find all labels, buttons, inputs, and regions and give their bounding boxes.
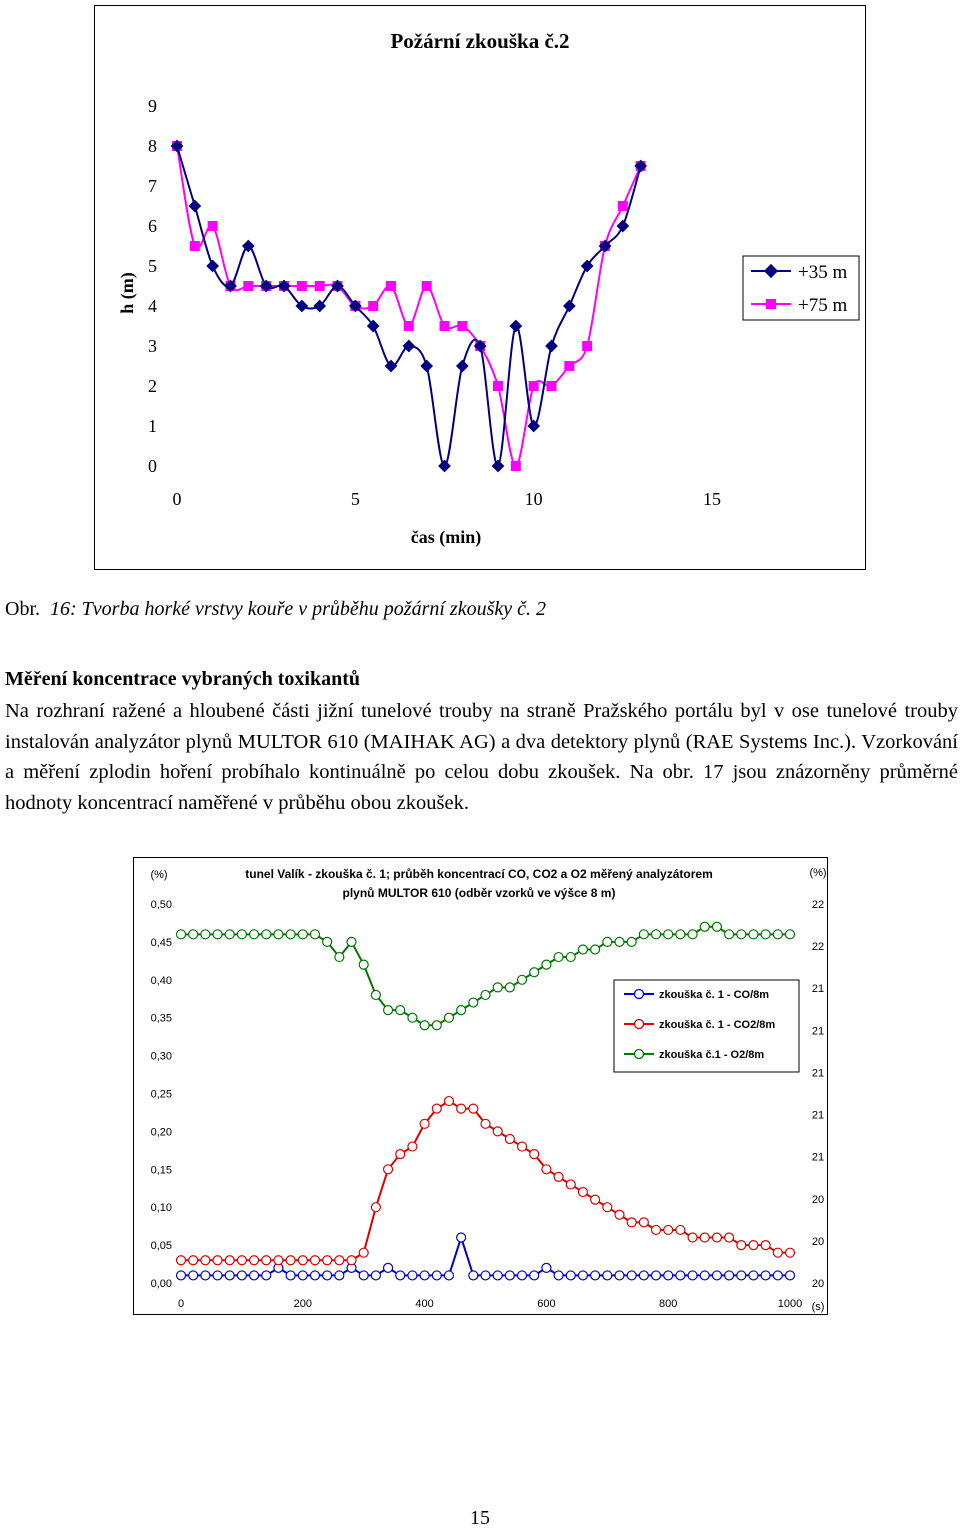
data-point-o2 <box>262 930 271 939</box>
data-point-co2 <box>347 1256 356 1265</box>
x-tick-label: 0 <box>177 1298 185 1310</box>
data-point-co <box>578 1271 587 1280</box>
data-point-co2 <box>250 1256 259 1265</box>
figure-2-title-line1: tunel Valík - zkouška č. 1; průběh koncentrací CO, CO2 a O2 měřený analyzátorem <box>245 867 713 881</box>
data-point-co2 <box>384 1165 393 1174</box>
data-point-o2 <box>469 998 478 1007</box>
data-point-o2 <box>749 930 758 939</box>
data-point-co <box>481 1271 490 1280</box>
data-point-o2 <box>530 968 539 977</box>
data-point-co <box>688 1271 697 1280</box>
data-point-diamond <box>367 320 380 333</box>
data-point-co2 <box>469 1104 478 1113</box>
y-tick-label: 8 <box>148 136 157 156</box>
data-point-co <box>262 1271 271 1280</box>
data-point-co <box>298 1271 307 1280</box>
figure-1-xlabel: čas (min) <box>410 527 482 547</box>
data-point-co2 <box>542 1165 551 1174</box>
data-point-co2 <box>664 1225 673 1234</box>
data-point-co2 <box>493 1127 502 1136</box>
data-point-co2 <box>201 1256 210 1265</box>
data-point-co <box>786 1271 795 1280</box>
data-point-co <box>530 1271 539 1280</box>
caption-label: Obr. <box>5 598 40 620</box>
data-point-co2 <box>603 1203 612 1212</box>
data-point-co2 <box>225 1256 234 1265</box>
section-paragraph: Na rozhraní ražené a hloubené části jižní tunelové trouby na straně Pražského portálu byl v ose tunelové trouby instalován analyzátor plynů MULTOR 610 (MAIHAK AG) a dva detektory plynů (RAE Systems Inc.). Vzorkování a měření zplodin hoření probíhalo kontinuálně po celou dobu zkoušek. Na obr. 17 jsou znázorněny průměrné hodnoty koncentrací naměřené v průběhu obou zkoušek. <box>5 700 958 814</box>
data-point-square <box>243 281 253 291</box>
data-point-o2 <box>335 953 344 962</box>
legend-o2-circle-icon <box>635 1050 644 1059</box>
data-point-co2 <box>177 1256 186 1265</box>
x-tick-label: 15 <box>703 489 721 509</box>
data-point-co <box>700 1271 709 1280</box>
data-point-o2 <box>688 930 697 939</box>
data-point-o2 <box>725 930 734 939</box>
data-point-o2 <box>408 1013 417 1022</box>
y-tick-label: 0,50 <box>150 899 172 911</box>
y-tick-label: 1 <box>148 416 157 436</box>
data-point-square <box>315 281 325 291</box>
data-point-diamond <box>438 460 451 473</box>
data-point-diamond <box>527 420 540 433</box>
data-point-o2 <box>481 990 490 999</box>
data-point-co <box>591 1271 600 1280</box>
data-point-o2 <box>225 930 234 939</box>
figure-2-right-unit: (%) <box>809 867 827 879</box>
y2-tick-label: 22 <box>811 899 825 911</box>
figure-1-plot <box>95 6 867 571</box>
data-point-diamond <box>581 260 594 273</box>
data-point-co2 <box>773 1248 782 1257</box>
data-point-co <box>676 1271 685 1280</box>
data-point-co <box>420 1271 429 1280</box>
data-point-co <box>201 1271 210 1280</box>
data-point-co2 <box>749 1241 758 1250</box>
data-point-co <box>566 1271 575 1280</box>
legend-co-label: zkouška č. 1 - CO/8m <box>659 989 770 1001</box>
data-point-co <box>761 1271 770 1280</box>
data-point-co <box>250 1271 259 1280</box>
legend-co-circle-icon <box>635 990 644 999</box>
data-point-co2 <box>530 1150 539 1159</box>
y-tick-label: 3 <box>148 336 157 356</box>
data-point-co <box>457 1233 466 1242</box>
data-point-co2 <box>676 1225 685 1234</box>
data-point-o2 <box>359 960 368 969</box>
x-tick-label: 600 <box>537 1298 556 1310</box>
data-point-square <box>582 341 592 351</box>
data-point-co <box>505 1271 514 1280</box>
figure-1-caption <box>5 598 546 621</box>
y-tick-label: 4 <box>148 296 157 316</box>
y2-tick-label: 21 <box>811 1109 825 1122</box>
legend-label-35: +35 m <box>798 262 848 283</box>
data-point-diamond <box>188 200 201 213</box>
data-point-co2 <box>457 1104 466 1113</box>
y-tick-label: 0,40 <box>150 974 172 987</box>
data-point-co <box>359 1271 368 1280</box>
y2-tick-label: 21 <box>811 1067 825 1080</box>
data-point-o2 <box>591 945 600 954</box>
data-point-co <box>310 1271 319 1280</box>
x-tick-label: 400 <box>415 1298 434 1310</box>
figure-2-concentration-chart <box>133 857 828 1315</box>
x-tick-label: 5 <box>350 489 360 509</box>
data-point-o2 <box>627 937 636 946</box>
y2-tick-label: 20 <box>811 1278 825 1290</box>
data-point-o2 <box>444 1013 453 1022</box>
data-point-co2 <box>420 1119 429 1128</box>
data-point-co2 <box>481 1119 490 1128</box>
figure-1-ylabel: h (m) <box>117 272 137 314</box>
data-point-co2 <box>712 1233 721 1242</box>
data-point-diamond <box>456 360 469 373</box>
data-point-co2 <box>396 1150 405 1159</box>
data-point-o2 <box>250 930 259 939</box>
y-tick-label: 0 <box>148 456 157 476</box>
y-tick-label: 7 <box>148 176 157 196</box>
data-point-co2 <box>371 1203 380 1212</box>
x-tick-label: 1000 <box>777 1298 803 1310</box>
figure-1-fire-test-2 <box>94 5 866 570</box>
data-point-square <box>297 281 307 291</box>
legend-co2-label: zkouška č. 1 - CO2/8m <box>659 1019 776 1031</box>
data-point-co <box>712 1271 721 1280</box>
data-point-co2 <box>323 1256 332 1265</box>
data-point-square <box>529 381 539 391</box>
data-point-o2 <box>189 930 198 939</box>
data-point-co2 <box>652 1225 661 1234</box>
data-point-co <box>323 1271 332 1280</box>
data-point-co <box>518 1271 527 1280</box>
data-point-o2 <box>518 975 527 984</box>
legend-co2-circle-icon <box>635 1020 644 1029</box>
data-point-o2 <box>712 922 721 931</box>
data-point-co2 <box>432 1104 441 1113</box>
data-point-o2 <box>566 953 575 962</box>
data-point-co2 <box>237 1256 246 1265</box>
y-tick-label: 5 <box>148 256 157 276</box>
data-point-co <box>371 1271 380 1280</box>
data-point-co2 <box>725 1233 734 1242</box>
data-point-co <box>603 1271 612 1280</box>
data-point-o2 <box>310 930 319 939</box>
x-tick-label: 200 <box>293 1298 312 1310</box>
data-point-co <box>664 1271 673 1280</box>
data-point-co2 <box>578 1188 587 1197</box>
data-point-co <box>493 1271 502 1280</box>
data-point-square <box>404 321 414 331</box>
y-tick-label: 0,15 <box>150 1164 172 1177</box>
x-tick-label: 800 <box>659 1298 678 1310</box>
data-point-o2 <box>603 937 612 946</box>
data-point-o2 <box>639 930 648 939</box>
data-point-o2 <box>371 990 380 999</box>
data-point-o2 <box>786 930 795 939</box>
data-point-diamond <box>616 220 629 233</box>
data-point-co2 <box>262 1256 271 1265</box>
data-point-o2 <box>298 930 307 939</box>
series-line-co <box>181 1238 790 1276</box>
data-point-co <box>615 1271 624 1280</box>
data-point-co <box>408 1271 417 1280</box>
data-point-o2 <box>432 1021 441 1030</box>
figure-2-x-unit: (s) <box>811 1301 825 1313</box>
data-point-o2 <box>676 930 685 939</box>
data-point-co2 <box>298 1256 307 1265</box>
data-point-co2 <box>444 1097 453 1106</box>
data-point-co2 <box>359 1248 368 1257</box>
y-tick-label: 0,35 <box>150 1012 172 1025</box>
data-point-o2 <box>773 930 782 939</box>
data-point-co <box>542 1263 551 1272</box>
data-point-o2 <box>542 960 551 969</box>
data-point-co2 <box>639 1218 648 1227</box>
legend-label-75: +75 m <box>798 295 848 316</box>
data-point-co <box>773 1271 782 1280</box>
y-tick-label: 0,30 <box>150 1050 172 1063</box>
data-point-o2 <box>347 937 356 946</box>
y-tick-label: 0,10 <box>150 1202 172 1215</box>
data-point-co <box>639 1271 648 1280</box>
data-point-co2 <box>213 1256 222 1265</box>
data-point-square <box>564 361 574 371</box>
y-tick-label: 0,00 <box>150 1278 172 1290</box>
data-point-diamond <box>420 360 433 373</box>
y-tick-label: 6 <box>148 216 157 236</box>
y2-tick-label: 21 <box>811 1151 825 1164</box>
data-point-o2 <box>237 930 246 939</box>
data-point-o2 <box>493 983 502 992</box>
data-point-co2 <box>591 1195 600 1204</box>
figure-2-title-line2: plynů MULTOR 610 (odběr vzorků ve výšce 8 m) <box>342 886 616 900</box>
data-point-co <box>725 1271 734 1280</box>
y-tick-label: 0,25 <box>150 1088 172 1101</box>
data-point-diamond <box>509 320 522 333</box>
data-point-co2 <box>505 1134 514 1143</box>
data-point-square <box>368 301 378 311</box>
data-point-co <box>177 1271 186 1280</box>
data-point-co2 <box>518 1142 527 1151</box>
data-point-square <box>386 281 396 291</box>
data-point-square <box>440 321 450 331</box>
data-point-o2 <box>177 930 186 939</box>
data-point-co2 <box>761 1241 770 1250</box>
data-point-co <box>384 1263 393 1272</box>
data-point-square <box>618 201 628 211</box>
data-point-square <box>422 281 432 291</box>
data-point-diamond <box>385 360 398 373</box>
data-point-square <box>493 381 503 391</box>
data-point-co <box>189 1271 198 1280</box>
data-point-o2 <box>737 930 746 939</box>
x-tick-label: 10 <box>524 489 543 509</box>
data-point-co2 <box>688 1233 697 1242</box>
data-point-co2 <box>566 1180 575 1189</box>
data-point-o2 <box>286 930 295 939</box>
data-point-co <box>627 1271 636 1280</box>
y-tick-label: 9 <box>148 96 157 116</box>
data-point-o2 <box>505 983 514 992</box>
data-point-diamond <box>563 300 576 313</box>
data-point-co2 <box>554 1172 563 1181</box>
data-point-diamond <box>545 340 558 353</box>
data-point-o2 <box>384 1006 393 1015</box>
data-point-co2 <box>627 1218 636 1227</box>
data-point-o2 <box>652 930 661 939</box>
figure-1-title: Požární zkouška č.2 <box>390 29 570 53</box>
data-point-co2 <box>737 1241 746 1250</box>
data-point-co <box>286 1271 295 1280</box>
data-point-co <box>335 1271 344 1280</box>
data-point-co2 <box>786 1248 795 1257</box>
data-point-o2 <box>420 1021 429 1030</box>
data-point-o2 <box>761 930 770 939</box>
data-point-co2 <box>615 1210 624 1219</box>
data-point-square <box>190 241 200 251</box>
data-point-o2 <box>201 930 210 939</box>
y-tick-label: 2 <box>148 376 157 396</box>
data-point-square <box>547 381 557 391</box>
y2-tick-label: 21 <box>811 1025 825 1038</box>
data-point-co2 <box>408 1142 417 1151</box>
y2-tick-label: 22 <box>811 941 825 954</box>
caption-text: 16: Tvorba horké vrstvy kouře v průběhu požární zkoušky č. 2 <box>50 598 547 620</box>
data-point-o2 <box>700 922 709 931</box>
data-point-square <box>511 461 521 471</box>
y-tick-label: 0,05 <box>150 1240 172 1253</box>
data-point-co <box>237 1271 246 1280</box>
y2-tick-label: 20 <box>811 1235 825 1248</box>
data-point-co <box>396 1271 405 1280</box>
data-point-co2 <box>189 1256 198 1265</box>
data-point-diamond <box>206 260 219 273</box>
section-title: Měření koncentrace vybraných toxikantů <box>5 668 360 690</box>
data-point-o2 <box>554 953 563 962</box>
data-point-co <box>749 1271 758 1280</box>
data-point-co2 <box>274 1256 283 1265</box>
figure-2-plot <box>134 858 829 1316</box>
y-tick-label: 0,20 <box>150 1126 172 1139</box>
data-point-co2 <box>335 1256 344 1265</box>
figure-2-left-unit: (%) <box>150 869 168 881</box>
data-point-o2 <box>457 1006 466 1015</box>
data-point-o2 <box>213 930 222 939</box>
data-point-co <box>432 1271 441 1280</box>
legend-square-icon <box>766 299 776 309</box>
data-point-co <box>225 1271 234 1280</box>
data-point-co <box>737 1271 746 1280</box>
page-number: 15 <box>470 1507 490 1529</box>
legend-o2-label: zkouška č.1 - O2/8m <box>659 1049 765 1061</box>
data-point-co <box>652 1271 661 1280</box>
y-tick-label: 0,45 <box>150 936 172 949</box>
data-point-co <box>554 1271 563 1280</box>
data-point-o2 <box>274 930 283 939</box>
data-point-co2 <box>286 1256 295 1265</box>
data-point-diamond <box>492 460 505 473</box>
data-point-o2 <box>664 930 673 939</box>
data-point-co <box>213 1271 222 1280</box>
data-point-o2 <box>615 937 624 946</box>
data-point-co <box>469 1271 478 1280</box>
data-point-o2 <box>323 937 332 946</box>
data-point-o2 <box>396 1006 405 1015</box>
data-point-o2 <box>578 945 587 954</box>
data-point-square <box>457 321 467 331</box>
data-point-square <box>208 221 218 231</box>
data-point-co <box>444 1271 453 1280</box>
x-tick-label: 0 <box>172 489 182 509</box>
y2-tick-label: 21 <box>811 983 825 996</box>
data-point-co2 <box>310 1256 319 1265</box>
data-point-co2 <box>700 1233 709 1242</box>
y2-tick-label: 20 <box>811 1193 825 1206</box>
